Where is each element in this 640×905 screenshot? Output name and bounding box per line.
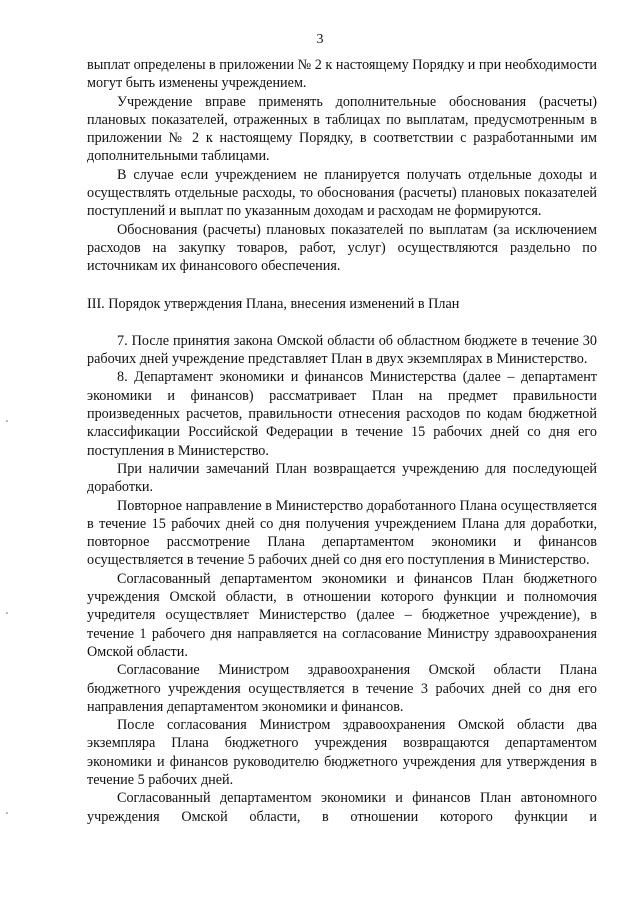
document-body — [87, 56, 597, 826]
page-number: 3 — [316, 32, 324, 47]
paragraph: Согласованный департаментом экономики и финансов План бюджетного учреждения Омской области, в отношении которого функции и полномочия учредителя осуществляет Министерство (далее – бюджетное учреждение), в течение 1 рабочего дня направляется на согласование Министру здравоохранения Омской области. — [87, 570, 597, 660]
scan-mark — [6, 612, 8, 614]
paragraph: В случае если учреждением не планируется получать отдельные доходы и осуществлять отдельные расходы, то обоснования (расчеты) плановых показателей поступлений и выплат по указанным доходам и расходам не формируются. — [87, 166, 597, 220]
section-heading: III. Порядок утверждения Плана, внесения изменений в План — [87, 295, 460, 312]
scan-mark — [6, 420, 8, 422]
paragraph: Согласование Министром здравоохранения Омской области Плана бюджетного учреждения осуществляется в течение 3 рабочих дней со дня его направления департаментом экономики и финансов. — [87, 662, 597, 715]
paragraph: выплат определены в приложении № 2 к настоящему Порядку и при необходимости могут быть изменены учреждением. — [87, 57, 597, 92]
paragraph: После согласования Министром здравоохранения Омской области два экземпляра Плана бюджетного учреждения возвращаются департаментом экономики и финансов руководителю бюджетного учреждения для утверждения в течение 5 рабочих дней. — [87, 717, 597, 788]
paragraph: 7. После принятия закона Омской области об областном бюджете в течение 30 рабочих дней учреждение представляет План в двух экземплярах в Министерство. — [87, 332, 597, 368]
paragraph: Согласованный департаментом экономики и финансов План автономного учреждения Омской области, в отношении которого функции и — [87, 790, 597, 825]
paragraph: При наличии замечаний План возвращается учреждению для последующей доработки. — [87, 460, 597, 496]
paragraph: Обоснования (расчеты) плановых показателей по выплатам (за исключением расходов на закупку товаров, работ, услуг) осуществляются раздельно по источникам их финансового обеспечения. — [87, 221, 597, 275]
paragraph: 8. Департамент экономики и финансов Министерства (далее – департамент экономики и финансов) рассматривает План на предмет правильности произведенных расчетов, правильности отнесения расходов по кодам бюджетной классификации Российской Федерации в течение 15 рабочих дней со дня его поступления в Министерство. — [87, 369, 597, 459]
paragraph: Повторное направление в Министерство доработанного Плана осуществляется в течение 15 рабочих дней со дня получения учреждением Плана для доработки, повторное рассмотрение Плана департаментом экономики и финансов осуществляется в течение 5 рабочих дней со дня его поступления в Министерство. — [87, 497, 597, 569]
paragraph: Учреждение вправе применять дополнительные обоснования (расчеты) плановых показателей, отраженных в таблицах по выплатам, предусмотренным в приложении № 2 к настоящему Порядку, в соответствии с разработанными им дополнительными таблицами. — [87, 93, 597, 165]
scan-mark — [6, 812, 8, 814]
